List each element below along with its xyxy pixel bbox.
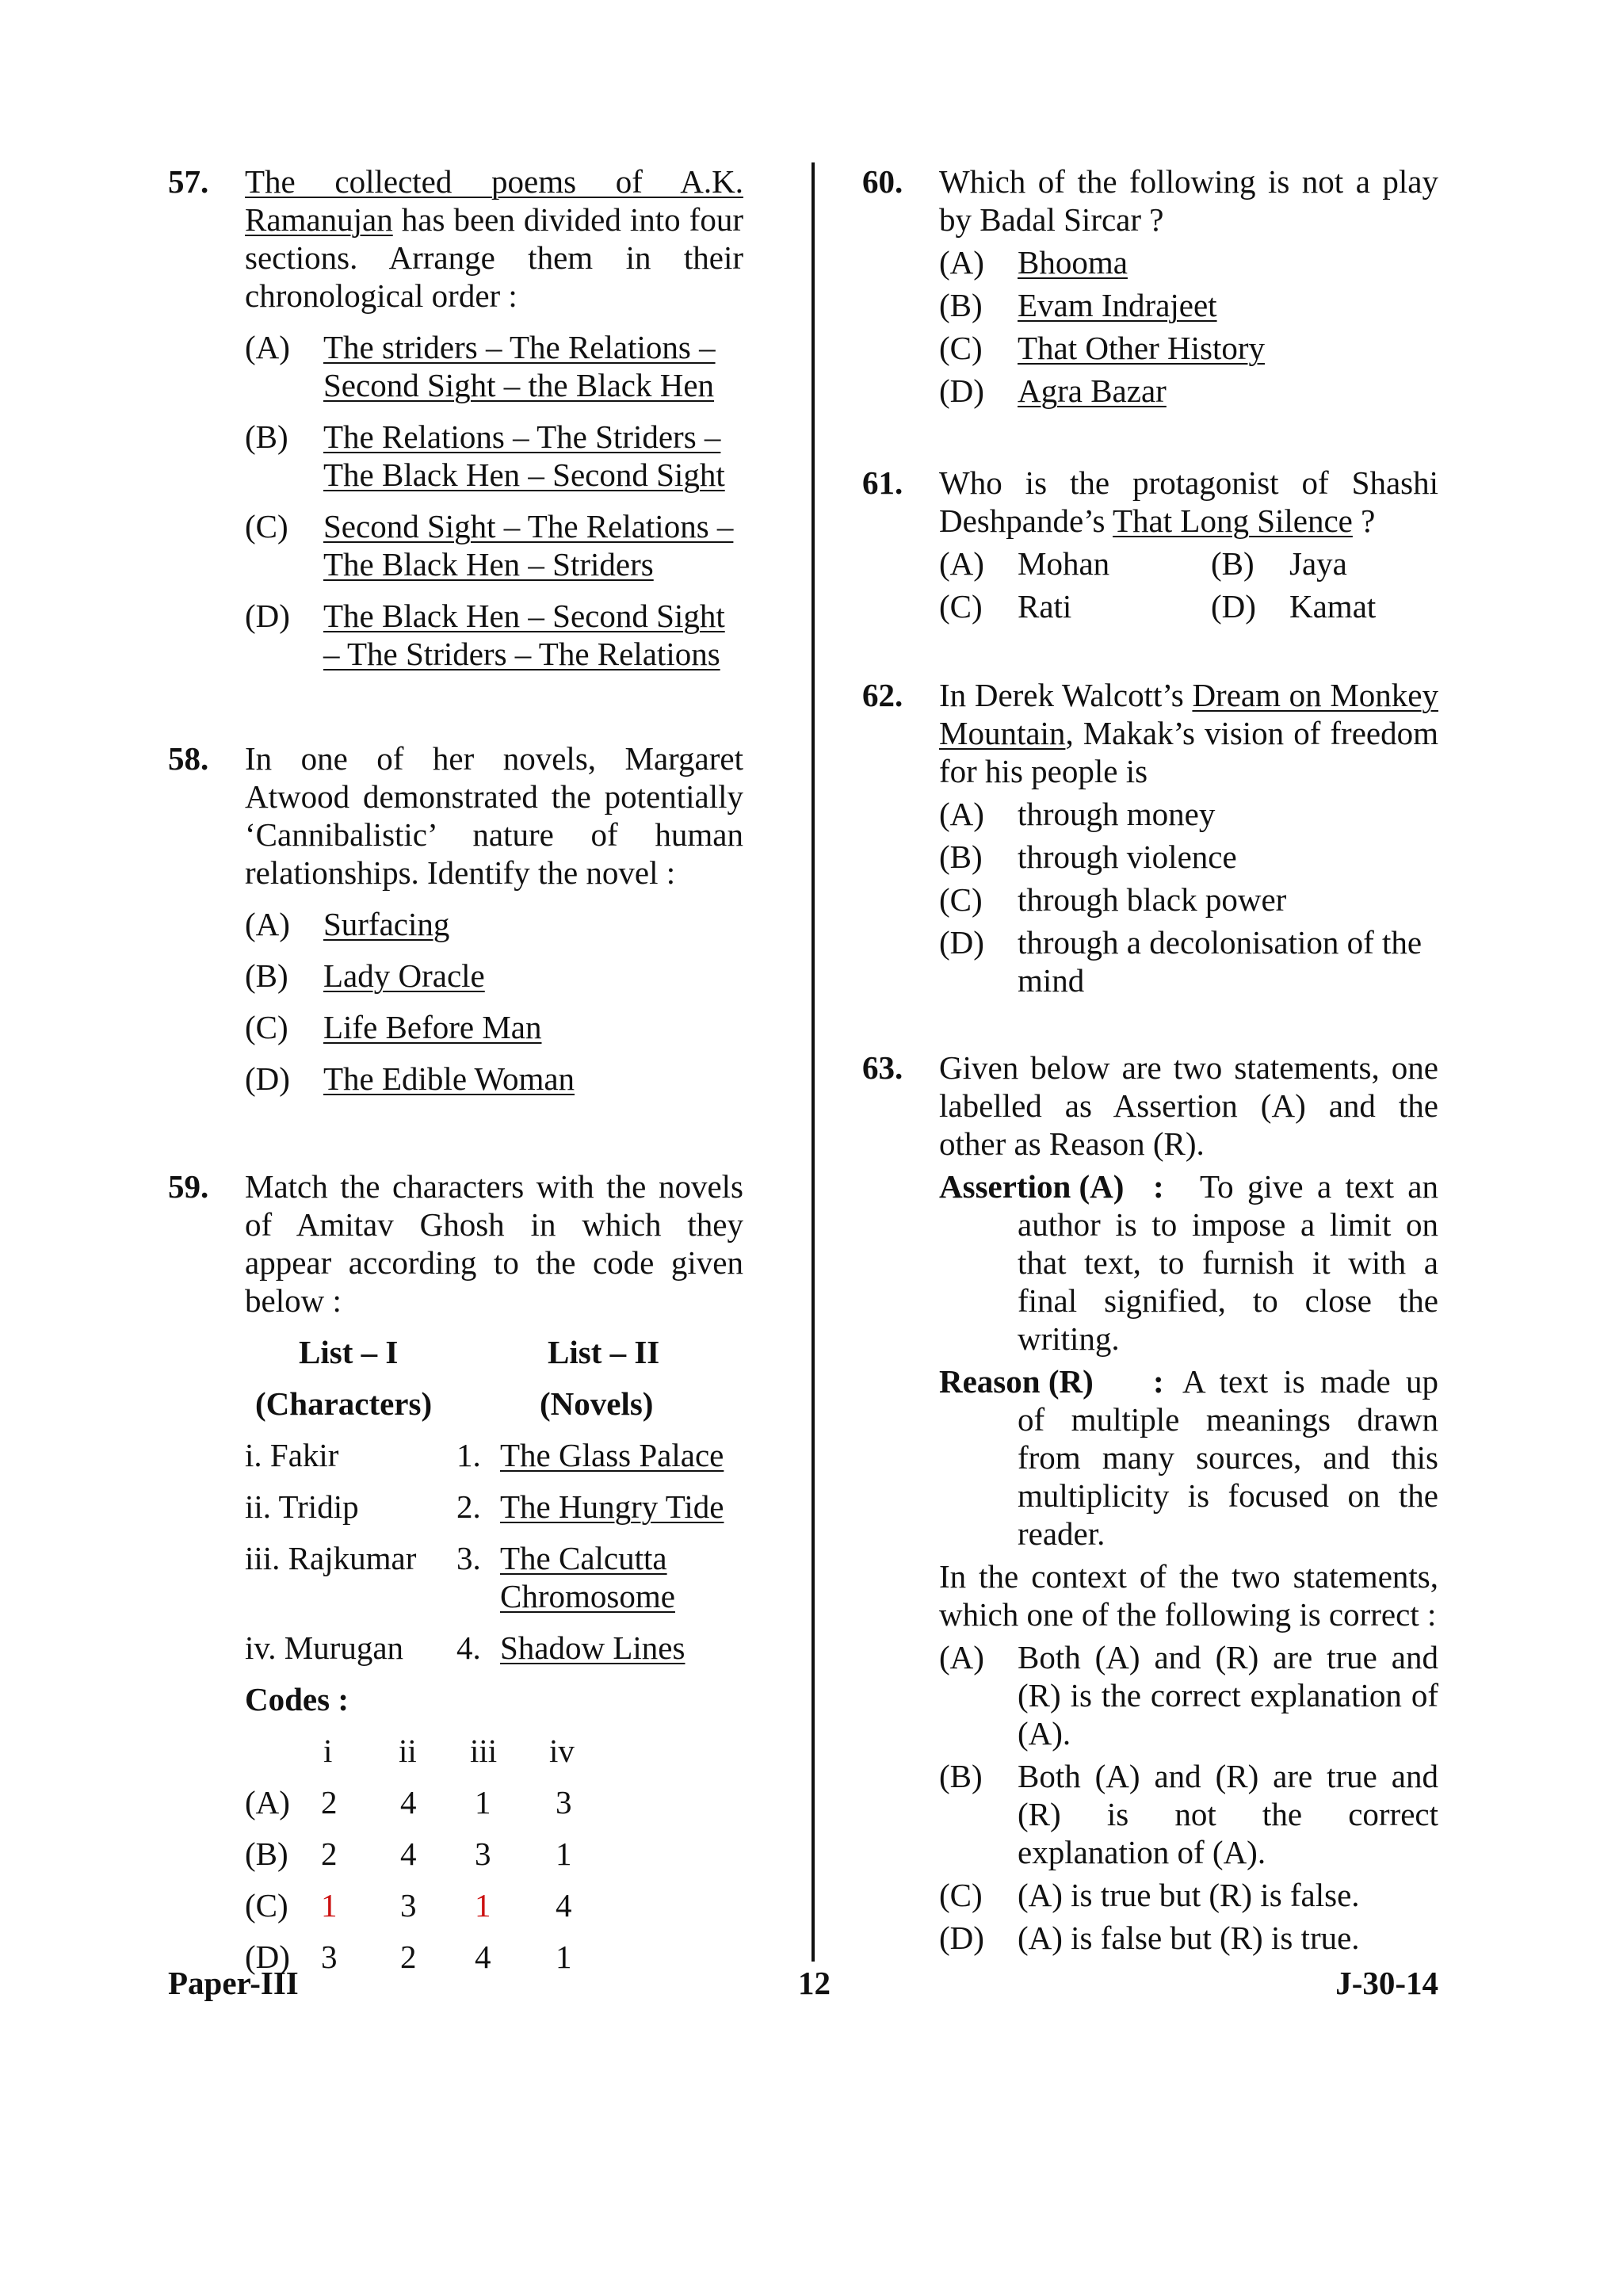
question-stem-title: The collected poems of A.K. Ramanujan: [245, 163, 743, 238]
option-label: (C): [939, 1877, 983, 1913]
question-59: [168, 1167, 743, 1976]
novel-title: Shadow Lines: [500, 1629, 685, 1666]
option-a[interactable]: [939, 243, 1438, 281]
character-name: iv. Murugan: [245, 1629, 404, 1666]
novel-number: 4.: [456, 1629, 481, 1666]
option-label: (C): [939, 588, 983, 625]
options-row: [939, 544, 1438, 583]
option-b[interactable]: [939, 1757, 1438, 1871]
code-value: 3: [556, 1784, 572, 1820]
option-text: Surfacing: [323, 906, 450, 942]
option-label: (B): [245, 418, 288, 455]
question-61: [862, 464, 1438, 625]
reason-body: A text is made up of multiple meanings drawn from many sources, and this multiplicity is focused on the reader.: [1018, 1363, 1438, 1552]
option-b[interactable]: Jaya: [1289, 545, 1347, 582]
option-label: (D): [245, 598, 290, 634]
option-c[interactable]: [245, 1008, 743, 1046]
option-text: Both (A) and (R) are true and (R) is not the correct explanation of (A).: [1018, 1758, 1438, 1870]
question-number: 63.: [862, 1049, 903, 1086]
novel-number: 2.: [456, 1488, 481, 1525]
option-text: Lady Oracle: [323, 957, 485, 994]
code-value: 2: [321, 1836, 338, 1872]
reason-label: Reason (R): [939, 1363, 1094, 1400]
question-62: [862, 676, 1438, 999]
option-label: (D): [1211, 588, 1256, 625]
option-label: (A): [939, 244, 984, 281]
question-number: 57.: [168, 163, 209, 200]
character-name: iii. Rajkumar: [245, 1540, 417, 1576]
code-value: 1: [321, 1887, 338, 1924]
question-stem: [245, 162, 743, 315]
question-stem-text: has been divided into four sections. Arrange them in their chronological order :: [245, 201, 743, 314]
codes-header: iv: [549, 1733, 575, 1769]
option-text: through violence: [1018, 839, 1237, 875]
code-value: 3: [321, 1939, 338, 1975]
code-value: 1: [556, 1939, 572, 1975]
option-text: Bhooma: [1018, 244, 1128, 281]
option-a[interactable]: [245, 905, 743, 943]
code-value: 3: [475, 1836, 491, 1872]
code-value: 2: [400, 1939, 417, 1975]
reason-statement: [939, 1362, 1438, 1553]
novel-title: The Glass Palace: [500, 1437, 724, 1473]
option-text-line: Second Sight – The Relations –: [323, 508, 734, 544]
option-label: (D): [939, 924, 984, 961]
question-stem-text: ?: [1352, 502, 1376, 539]
option-text: (A) is false but (R) is true.: [1018, 1920, 1360, 1956]
option-label: (A): [939, 1639, 984, 1675]
code-option-b[interactable]: [245, 1835, 743, 1873]
option-a[interactable]: Mohan: [1018, 545, 1110, 582]
option-text-line: Second Sight – the Black Hen: [323, 367, 715, 403]
code-value: 1: [475, 1887, 491, 1924]
option-text: Life Before Man: [323, 1009, 542, 1045]
codes-header: i: [323, 1733, 333, 1769]
option-b[interactable]: [245, 418, 743, 494]
list-1-subtitle: (Characters): [255, 1385, 433, 1422]
option-text: through a decolonisation of the mind: [1018, 924, 1423, 999]
option-text-line: The Black Hen – Second Sight: [323, 598, 725, 634]
option-d[interactable]: [939, 372, 1438, 410]
assertion-statement: [939, 1167, 1438, 1358]
code-option-c[interactable]: [245, 1886, 743, 1924]
option-label: (B): [1211, 545, 1254, 582]
option-label: (C): [245, 1887, 288, 1924]
option-b[interactable]: [245, 957, 743, 995]
option-d[interactable]: [245, 597, 743, 673]
assertion-body: To give a text an author is to impose a limit on that text, to furnish it with a final signified, to close the writing.: [1018, 1168, 1438, 1357]
paper-code: J-30-14: [1335, 1965, 1438, 2001]
option-label: (C): [245, 508, 288, 544]
code-value: 1: [556, 1836, 572, 1872]
question-number: 58.: [168, 740, 209, 777]
context-question: In the context of the two statements, which one of the following is correct :: [939, 1558, 1438, 1633]
option-label: (C): [939, 881, 983, 918]
option-a[interactable]: [245, 328, 743, 404]
question-stem-text: In Derek Walcott’s: [939, 677, 1193, 713]
option-text-line: The Black Hen – Striders: [323, 546, 654, 583]
option-label: (A): [939, 545, 984, 582]
list-2-title: List – II: [548, 1334, 660, 1370]
option-text: through black power: [1018, 881, 1287, 918]
question-stem-text: Who is the protagonist of Shashi Deshpande’s: [939, 464, 1438, 539]
question-stem-text: , Makak’s vision of freedom for his people is: [939, 715, 1438, 789]
code-option-a[interactable]: [245, 1783, 743, 1821]
code-value: 4: [400, 1836, 417, 1872]
assertion-label: Assertion (A): [939, 1168, 1125, 1205]
page-number: 12: [798, 1965, 831, 2001]
option-label: (D): [939, 1920, 984, 1956]
code-value: 4: [400, 1784, 417, 1820]
codes-header-row: [245, 1732, 743, 1770]
option-label: (B): [939, 287, 983, 323]
code-value: 3: [400, 1887, 417, 1924]
match-row: [245, 1629, 743, 1667]
question-58: [168, 739, 743, 1098]
option-c[interactable]: [939, 1876, 1438, 1914]
option-a[interactable]: [939, 1638, 1438, 1752]
option-text-line: The Relations – The Striders –: [323, 418, 721, 455]
list-subheadings: [245, 1385, 743, 1423]
list-2-subtitle: (Novels): [540, 1385, 654, 1422]
question-number: 59.: [168, 1168, 209, 1205]
match-row: [245, 1488, 743, 1526]
character-name: i. Fakir: [245, 1437, 339, 1473]
option-d[interactable]: [939, 1919, 1438, 1957]
option-label: (A): [245, 1784, 290, 1820]
question-stem: Match the characters with the novels of Amitav Ghosh in which they appear according to the code given below :: [245, 1168, 743, 1319]
option-c[interactable]: [245, 507, 743, 583]
column-divider: [812, 162, 815, 1962]
option-text: Both (A) and (R) are true and (R) is the correct explanation of (A).: [1018, 1639, 1438, 1752]
code-value: 4: [475, 1939, 491, 1975]
option-label: (C): [939, 330, 983, 366]
option-label: (D): [245, 1060, 290, 1097]
novel-title: The Calcutta Chromosome: [500, 1540, 675, 1614]
option-label: (D): [245, 1939, 290, 1975]
option-label: (B): [939, 839, 983, 875]
question-number: 61.: [862, 464, 903, 501]
novel-title: The Hungry Tide: [500, 1488, 724, 1525]
option-label: (B): [245, 1836, 288, 1872]
question-number: 62.: [862, 677, 903, 713]
list-headings: [245, 1333, 743, 1371]
option-label: (C): [245, 1009, 288, 1045]
character-name: ii. Tridip: [245, 1488, 359, 1525]
option-text: That Other History: [1018, 330, 1265, 366]
option-b[interactable]: [939, 286, 1438, 324]
option-label: (D): [939, 372, 984, 409]
option-text: Evam Indrajeet: [1018, 287, 1217, 323]
option-d[interactable]: Kamat: [1289, 588, 1377, 625]
codes-header: iii: [470, 1733, 498, 1769]
option-text: Agra Bazar: [1018, 372, 1167, 409]
options-row: [939, 587, 1438, 625]
option-text-line: The Black Hen – Second Sight: [323, 457, 725, 493]
reason-colon: :: [1153, 1363, 1164, 1400]
novel-number: 1.: [456, 1437, 481, 1473]
paper-label: Paper-III: [168, 1965, 299, 2001]
option-text-line: – The Striders – The Relations: [323, 636, 720, 672]
question-stem-title: Dream on Monkey Mountain: [939, 677, 1438, 751]
question-stem: In one of her novels, Margaret Atwood demonstrated the potentially ‘Cannibalistic’ nature of human relationships. Identify the novel :: [245, 740, 743, 891]
option-label: (A): [245, 906, 290, 942]
match-row: [245, 1539, 743, 1615]
option-c[interactable]: Rati: [1018, 588, 1072, 625]
option-text: through money: [1018, 796, 1216, 832]
option-text-line: The striders – The Relations –: [323, 329, 716, 365]
option-a[interactable]: [939, 795, 1438, 833]
option-label: (A): [245, 329, 290, 365]
option-text: The Edible Woman: [323, 1060, 575, 1097]
question-number: 60.: [862, 163, 903, 200]
code-value: 4: [556, 1887, 572, 1924]
question-stem: [939, 464, 1438, 540]
option-b[interactable]: [939, 838, 1438, 876]
option-label: (A): [939, 796, 984, 832]
option-d[interactable]: [245, 1060, 743, 1098]
code-value: 2: [321, 1784, 338, 1820]
novel-number: 3.: [456, 1540, 481, 1576]
codes-header: ii: [399, 1733, 417, 1769]
option-label: (B): [245, 957, 288, 994]
assertion-colon: :: [1153, 1168, 1164, 1205]
question-57: [168, 162, 743, 673]
question-stem: Which of the following is not a play by Badal Sircar ?: [939, 163, 1438, 238]
option-d[interactable]: [939, 923, 1438, 999]
page-footer: [168, 1964, 1438, 2002]
question-60: [862, 162, 1438, 410]
question-63: [862, 1049, 1438, 1957]
option-label: (B): [939, 1758, 983, 1794]
match-row: [245, 1436, 743, 1474]
option-c[interactable]: [939, 881, 1438, 919]
question-stem: [939, 676, 1438, 790]
list-1-title: List – I: [299, 1334, 399, 1370]
question-stem: Given below are two statements, one labelled as Assertion (A) and the other as Reason (R).: [939, 1049, 1438, 1162]
codes-title: Codes :: [245, 1681, 349, 1717]
question-stem-title: That Long Silence: [1113, 502, 1353, 539]
option-text: (A) is true but (R) is false.: [1018, 1877, 1360, 1913]
code-value: 1: [475, 1784, 491, 1820]
option-c[interactable]: [939, 329, 1438, 367]
